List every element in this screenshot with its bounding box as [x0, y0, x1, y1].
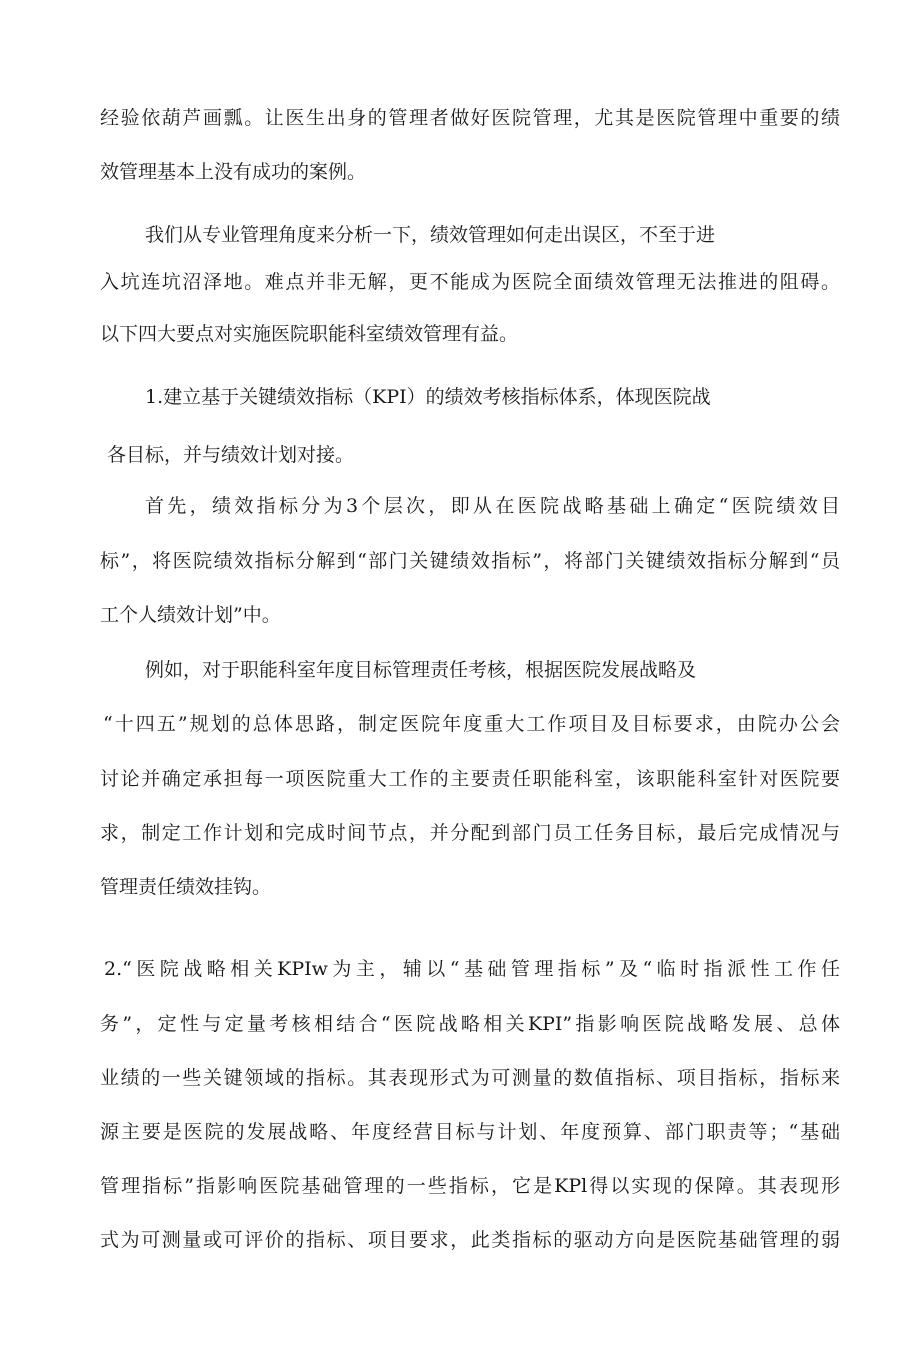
- text-line: 标”，将医院绩效指标分解到“部门关键绩效指标”，将部门关键绩效指标分解到“员: [100, 550, 840, 572]
- text-line: 入坑连坑沼泽地。难点并非无解，更不能成为医院全面绩效管理无法推进的阻碍。: [100, 271, 840, 293]
- text-line: 业绩的一些关键领域的指标。其表现形式为可测量的数值指标、项目指标，指标来: [100, 1067, 840, 1089]
- text-line: 求，制定工作计划和完成时间节点，并分配到部门员工任务目标，最后完成情况与: [100, 822, 840, 844]
- text-line: “十四五”规划的总体思路，制定医院年度重大工作项目及目标要求，由院办公会: [103, 713, 840, 735]
- text-line: 2.“医院战略相关KPIw为主，辅以“基础管理指标”及“临时指派性工作任: [104, 958, 840, 980]
- text-line: 效管理基本上没有成功的案例。: [100, 161, 367, 183]
- text-line: 各目标，并与绩效计划对接。: [107, 444, 355, 466]
- text-line: 管理指标”指影响医院基础管理的一些指标，它是KPl得以实现的保障。其表现形: [100, 1175, 840, 1197]
- text-line: 以下四大要点对实施医院职能科室绩效管理有益。: [100, 323, 519, 345]
- text-line: 工个人绩效计划”中。: [100, 604, 281, 626]
- text-line: 讨论并确定承担每一项医院重大工作的主要责任职能科室，该职能科室针对医院要: [100, 768, 840, 790]
- text-line: 源主要是医院的发展战略、年度经营目标与计划、年度预算、部门职责等；“基础: [100, 1121, 840, 1143]
- text-line: 管理责任绩效挂钩。: [100, 876, 272, 898]
- text-line: 经验依葫芦画瓢。让医生出身的管理者做好医院管理，尤其是医院管理中重要的绩: [100, 107, 840, 129]
- text-line: 我们从专业管理角度来分析一下，绩效管理如何走出误区，不至于进: [145, 224, 716, 246]
- text-line: 首先，绩效指标分为3个层次，即从在医院战略基础上确定“医院绩效目: [145, 495, 840, 517]
- text-line: 例如，对于职能科室年度目标管理责任考核，根据医院发展战略及: [145, 659, 697, 681]
- text-line: 式为可测量或可评价的指标、项目要求，此类指标的驱动方向是医院基础管理的弱: [100, 1229, 840, 1251]
- text-line: 1.建立基于关键绩效指标（KPI）的绩效考核指标体系，体现医院战: [145, 386, 711, 408]
- text-line: 务”，定性与定量考核相结合“医院战略相关KPI”指影响医院战略发展、总体: [100, 1013, 840, 1035]
